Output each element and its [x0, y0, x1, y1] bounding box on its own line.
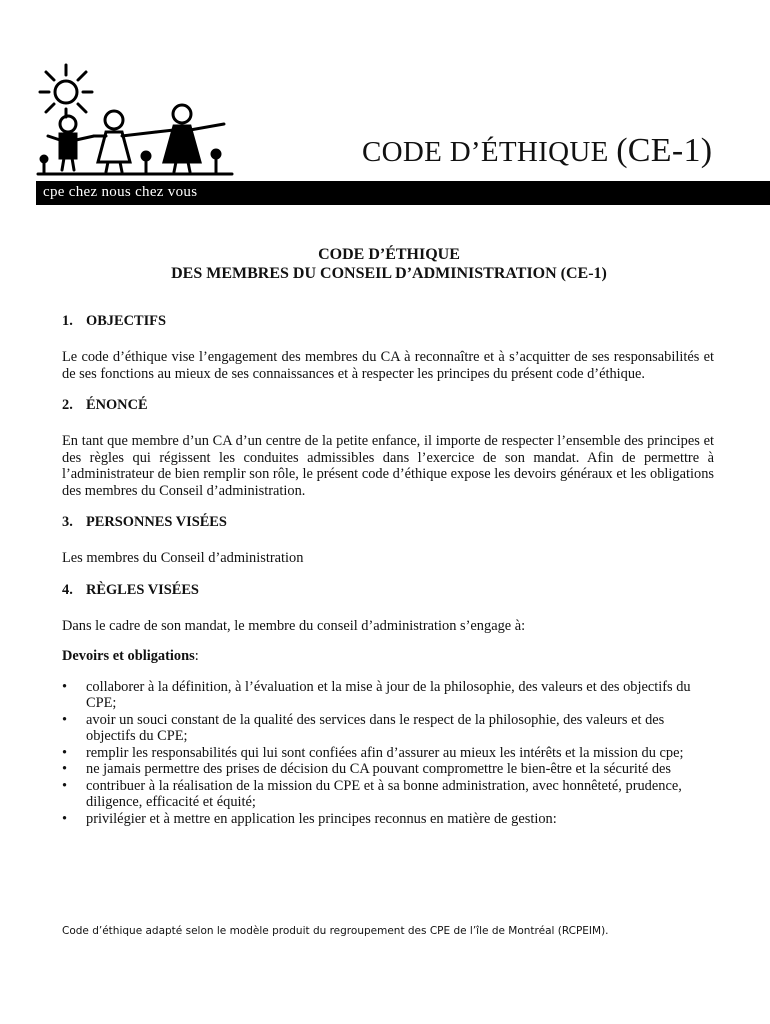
- section-title: RÈGLES VISÉES: [86, 581, 199, 598]
- section-body-personnes-visees: Les membres du Conseil d’administration: [62, 550, 304, 566]
- section-title: OBJECTIFS: [86, 313, 166, 329]
- section-number: 3.: [62, 514, 73, 530]
- bullet-icon: •: [62, 777, 68, 794]
- list-item: [62, 712, 714, 745]
- bullet-icon: •: [62, 761, 68, 777]
- duties-heading-colon: :: [194, 648, 199, 664]
- section-number: 1.: [62, 313, 73, 329]
- list-item: [62, 745, 714, 762]
- list-item: [62, 679, 714, 712]
- organization-band: [36, 181, 770, 205]
- footer-note: Code d’éthique adapté selon le modèle produit du regroupement des CPE de l’île de Montréal (RCPEIM).: [62, 925, 609, 937]
- document-header-title: [362, 132, 712, 170]
- document-main-title: [0, 245, 770, 283]
- header-title-code: (CE-1): [616, 132, 713, 169]
- section-body-enonce: En tant que membre d’un CA d’un centre de la petite enfance, il importe de respecter l’ensemble des principes et des règles qui régissent les conduites admissibles dans l’exercice de son mandat. Afin de permettre à l’administrateur de bien remplir son rôle, le présent code d’éthique expose les devoirs généraux et les obligations des membres du Conseil d’administration.: [62, 433, 714, 499]
- section-number: 4.: [62, 581, 73, 598]
- section-number: 2.: [62, 397, 73, 413]
- duties-heading: [62, 648, 714, 665]
- list-item: [62, 761, 714, 778]
- list-item-text: collaborer à la définition, à l’évaluation et la mise à jour de la philosophie, des valeurs et des objectifs du CPE;: [86, 678, 691, 711]
- children-sun-drawing-logo: [36, 62, 236, 178]
- bullet-icon: •: [62, 711, 68, 728]
- header-title-text: CODE D’ÉTHIQUE: [362, 136, 609, 168]
- document-body: [62, 312, 714, 827]
- section-body-regles-visees: Dans le cadre de son mandat, le membre du conseil d’administration s’engage à:: [62, 617, 526, 634]
- section-title: ÉNONCÉ: [86, 397, 148, 413]
- list-item-text: remplir les responsabilités qui lui sont confiées afin d’assurer au mieux les intérêts et la mission du cpe;: [86, 744, 684, 761]
- section-heading-objectifs: [62, 312, 714, 330]
- list-item: [62, 811, 714, 828]
- bullet-icon: •: [62, 678, 68, 695]
- section-body-objectifs: Le code d’éthique vise l’engagement des membres du CA à reconnaître et à s’acquitter de ses responsabilités et de ses fonctions au mieux de ses connaissances et à respecter les principes du présent code d’éthique.: [62, 349, 714, 382]
- duties-heading-text: Devoirs et obligations: [62, 648, 195, 664]
- organization-band-text: cpe chez nous chez vous: [43, 184, 198, 200]
- list-item-text: privilégier et à mettre en application les principes reconnus en matière de gestion:: [86, 810, 557, 827]
- duties-list: [62, 679, 714, 828]
- section-heading-enonce: [62, 396, 714, 414]
- list-item-text: avoir un souci constant de la qualité des services dans le respect de la philosophie, des valeurs et des objectifs du CPE;: [86, 711, 665, 744]
- bullet-icon: •: [62, 810, 68, 827]
- list-item-text: ne jamais permettre des prises de décision du CA pouvant compromettre le bien-être et la sécurité des: [86, 761, 672, 777]
- main-title-line2: DES MEMBRES DU CONSEIL D’ADMINISTRATION (CE-1): [171, 265, 607, 282]
- section-title: PERSONNES VISÉES: [86, 514, 227, 530]
- main-title-line1: CODE D’ÉTHIQUE: [318, 246, 460, 263]
- list-item-text: contribuer à la réalisation de la mission du CPE et à sa bonne administration, avec honnêteté, prudence, diligence, efficacité et équité;: [86, 777, 682, 810]
- bullet-icon: •: [62, 744, 68, 761]
- list-item: [62, 778, 714, 811]
- section-heading-regles-visees: [62, 581, 714, 599]
- section-heading-personnes-visees: [62, 513, 714, 531]
